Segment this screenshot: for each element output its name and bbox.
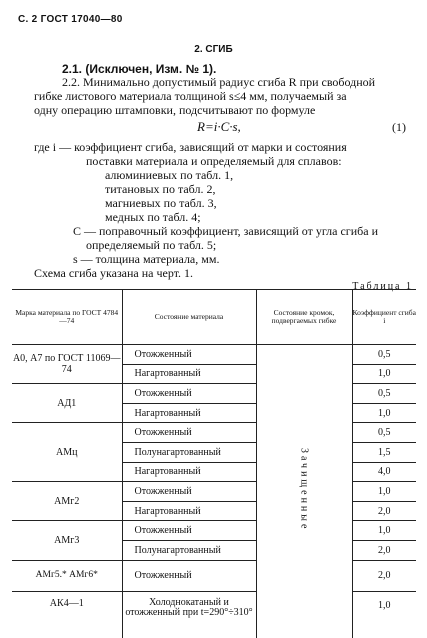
page-header: С. 2 ГОСТ 17040—80 (18, 14, 123, 25)
table-caption: Таблица 1 (352, 281, 413, 292)
state-cell: Отожженный (122, 482, 256, 502)
section-title: 2. СГИБ (194, 44, 233, 55)
edge-state-label: Зачищенные (298, 448, 310, 532)
coefficient-cell: 1,5 (352, 442, 416, 462)
definition-line: медных по табл. 4; (105, 210, 201, 224)
table-row (12, 560, 416, 591)
definition-line: определяемый по табл. 5; (86, 238, 217, 252)
definition-line: поставки материала и определяемый для сплавов: (86, 154, 342, 168)
grade-cell: АМг5.* АМг6* (12, 560, 122, 591)
paragraph-2-1: 2.1. (Исключен, Изм. № 1). (62, 62, 217, 76)
state-cell: Нагартованный (122, 364, 256, 384)
coefficient-cell: 0,5 (352, 384, 416, 404)
definition-line: магниевых по табл. 3, (105, 196, 217, 210)
state-cell: Отожженный (122, 521, 256, 541)
state-cell: Нагартованный (122, 462, 256, 482)
state-cell: Отожженный (122, 345, 256, 365)
state-cell: Нагартованный (122, 501, 256, 521)
state-cell: Отожженный (122, 560, 256, 591)
state-cell: Отожженный (122, 384, 256, 404)
state-cell: Нагартованный (122, 403, 256, 423)
coefficient-cell: 0,5 (352, 345, 416, 365)
coefficient-cell: 2,0 (352, 560, 416, 591)
column-header-grade: Марка материала по ГОСТ 4784—74 (12, 290, 122, 345)
table-row (12, 423, 416, 443)
coefficient-cell: 2,0 (352, 501, 416, 521)
formula: R=i·C·s, (197, 119, 241, 134)
paragraph-2-2-line-2: гибке листового материала толщиной s≤4 мм, получаемый за (34, 89, 347, 103)
edge-state-cell (256, 345, 352, 638)
state-cell: Полунагартованный (122, 540, 256, 560)
definition-line: C — поправочный коэффициент, зависящий от угла сгиба и (73, 224, 378, 238)
grade-cell: АД1 (12, 384, 122, 423)
grade-cell: АМг3 (12, 521, 122, 560)
coefficient-cell: 1,0 (378, 599, 391, 611)
definition-line: s — толщина материала, мм. (73, 252, 220, 266)
grade-cell: А0, А7 по ГОСТ 11069—74 (12, 345, 122, 384)
table-row (12, 384, 416, 404)
coefficient-cell: 1,0 (352, 521, 416, 541)
paragraph-2-2-line-1: 2.2. Минимально допустимый радиус сгиба R при свободной (62, 75, 376, 89)
state-cell: Отожженный (122, 423, 256, 443)
definition-line: алюминиевых по табл. 1, (105, 168, 234, 182)
definition-line: Схема сгиба указана на черт. 1. (34, 266, 194, 280)
coefficient-cell: 4,0 (352, 462, 416, 482)
coefficient-cell: 1,0 (352, 482, 416, 502)
column-header-edges: Состояние кромок, подвергаемых гибке (256, 290, 352, 345)
table-row (12, 345, 416, 365)
table-row (12, 482, 416, 502)
paragraph-2-2-line-3: одну операцию штамповки, подсчитывают по формуле (34, 103, 316, 117)
table-row (12, 521, 416, 541)
grade-cell: АК4—1 (12, 591, 122, 638)
state-cell: Полунагартованный (122, 442, 256, 462)
definition-line: где i — коэффициент сгиба, зависящий от марки и состояния (34, 140, 347, 154)
grade-cell: АМц (12, 423, 122, 482)
definition-line: титановых по табл. 2, (105, 182, 216, 196)
formula-number: (1) (392, 120, 406, 134)
coefficient-cell: 1,0 (352, 403, 416, 423)
coefficient-cell: 2,0 (352, 540, 416, 560)
coefficient-cell: 1,0 (352, 364, 416, 384)
state-cell: Холоднокатаный и отожженный при t=290°÷310° (122, 591, 256, 638)
coefficient-cell: 0,5 (352, 423, 416, 443)
coefficient-table (12, 289, 416, 638)
grade-cell: АМг2 (12, 482, 122, 521)
column-header-coefficient: Коэффициент сгиба i (352, 290, 416, 345)
column-header-state: Состояние материала (122, 290, 256, 345)
